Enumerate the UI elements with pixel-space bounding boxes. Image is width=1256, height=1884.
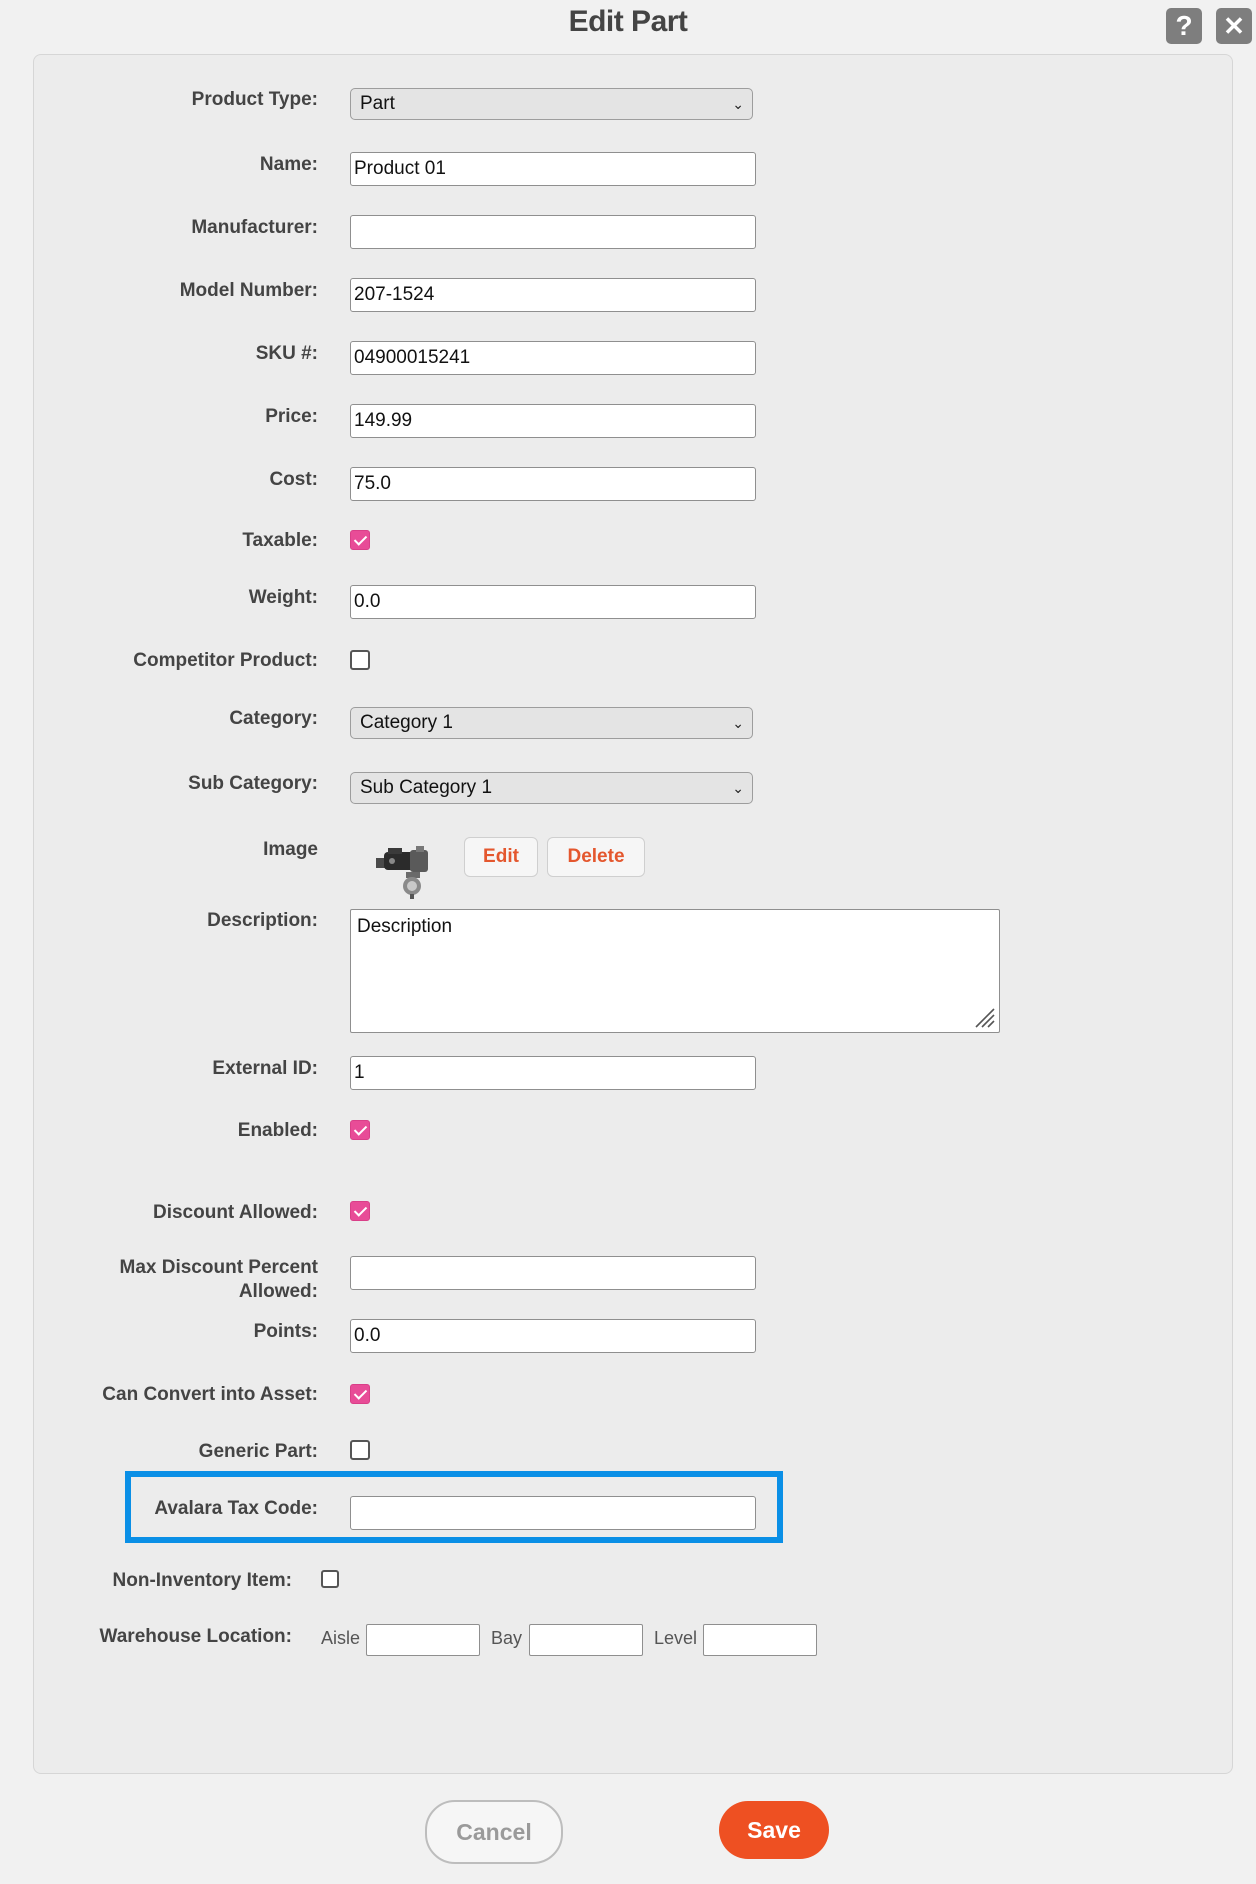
save-button[interactable]: Save	[719, 1801, 829, 1859]
sub-category-value: Sub Category 1	[360, 777, 493, 798]
question-icon[interactable]: ?	[1166, 8, 1202, 44]
image-label: Image	[263, 839, 318, 860]
bay-label: Bay	[491, 1628, 523, 1648]
close-icon[interactable]: ✕	[1216, 8, 1252, 44]
price-label: Price:	[265, 406, 318, 427]
non-inventory-checkbox[interactable]	[321, 1570, 339, 1588]
max-discount-label: Max Discount Percent Allowed:	[119, 1257, 318, 1302]
sku-label: SKU #:	[255, 343, 318, 364]
name-input[interactable]	[350, 152, 756, 186]
image-edit-button[interactable]: Edit	[464, 837, 538, 877]
aisle-label: Aisle	[321, 1628, 361, 1648]
product-type-label: Product Type:	[191, 89, 318, 110]
manufacturer-label: Manufacturer:	[191, 217, 318, 238]
discount-allowed-label: Discount Allowed:	[152, 1202, 318, 1223]
non-inventory-label: Non-Inventory Item:	[112, 1570, 292, 1591]
warehouse-location-label: Warehouse Location:	[99, 1626, 292, 1647]
chevron-down-icon: ⌄	[732, 780, 744, 796]
level-input[interactable]	[703, 1624, 817, 1656]
points-label: Points:	[253, 1321, 318, 1342]
taxable-label: Taxable:	[242, 530, 318, 551]
can-convert-label: Can Convert into Asset:	[102, 1384, 318, 1405]
points-input[interactable]	[350, 1319, 756, 1353]
bay-input[interactable]	[529, 1624, 643, 1656]
description-textarea[interactable]	[350, 909, 1000, 1033]
name-label: Name:	[259, 154, 318, 175]
model-number-label: Model Number:	[179, 280, 318, 301]
product-type-value: Part	[360, 93, 395, 114]
cost-label: Cost:	[269, 469, 318, 490]
avalara-tax-code-label: Avalara Tax Code:	[154, 1498, 318, 1519]
chevron-down-icon: ⌄	[732, 96, 744, 112]
avalara-tax-code-input[interactable]	[350, 1496, 756, 1530]
category-value: Category 1	[360, 712, 453, 733]
can-convert-checkbox[interactable]	[350, 1384, 370, 1404]
max-discount-input[interactable]	[350, 1256, 756, 1290]
resize-grip-icon[interactable]	[972, 1005, 996, 1029]
taxable-checkbox[interactable]	[350, 530, 370, 550]
generic-part-label: Generic Part:	[198, 1441, 318, 1462]
product-type-select[interactable]	[350, 88, 753, 120]
level-label: Level	[654, 1628, 698, 1648]
weight-input[interactable]	[350, 585, 756, 619]
dialog-title: Edit Part	[568, 5, 688, 38]
chevron-down-icon: ⌄	[732, 715, 744, 731]
enabled-checkbox[interactable]	[350, 1120, 370, 1140]
external-id-input[interactable]	[350, 1056, 756, 1090]
sku-input[interactable]	[350, 341, 756, 375]
price-input[interactable]	[350, 404, 756, 438]
image-delete-button[interactable]: Delete	[547, 837, 645, 877]
category-select[interactable]	[350, 707, 753, 739]
competitor-product-label: Competitor Product:	[133, 650, 318, 671]
weight-label: Weight:	[248, 587, 318, 608]
cost-input[interactable]	[350, 467, 756, 501]
sub-category-label: Sub Category:	[188, 773, 318, 794]
model-number-input[interactable]	[350, 278, 756, 312]
sub-category-select[interactable]	[350, 772, 753, 804]
generic-part-checkbox[interactable]	[350, 1440, 370, 1460]
discount-allowed-checkbox[interactable]	[350, 1201, 370, 1221]
description-value: Description	[357, 916, 453, 937]
part-image-thumbnail	[372, 836, 436, 900]
enabled-label: Enabled:	[237, 1120, 318, 1141]
manufacturer-input[interactable]	[350, 215, 756, 249]
category-label: Category:	[229, 708, 318, 729]
external-id-label: External ID:	[212, 1058, 318, 1079]
competitor-product-checkbox[interactable]	[350, 650, 370, 670]
cancel-button[interactable]: Cancel	[425, 1800, 563, 1864]
aisle-input[interactable]	[366, 1624, 480, 1656]
description-label: Description:	[207, 910, 318, 931]
